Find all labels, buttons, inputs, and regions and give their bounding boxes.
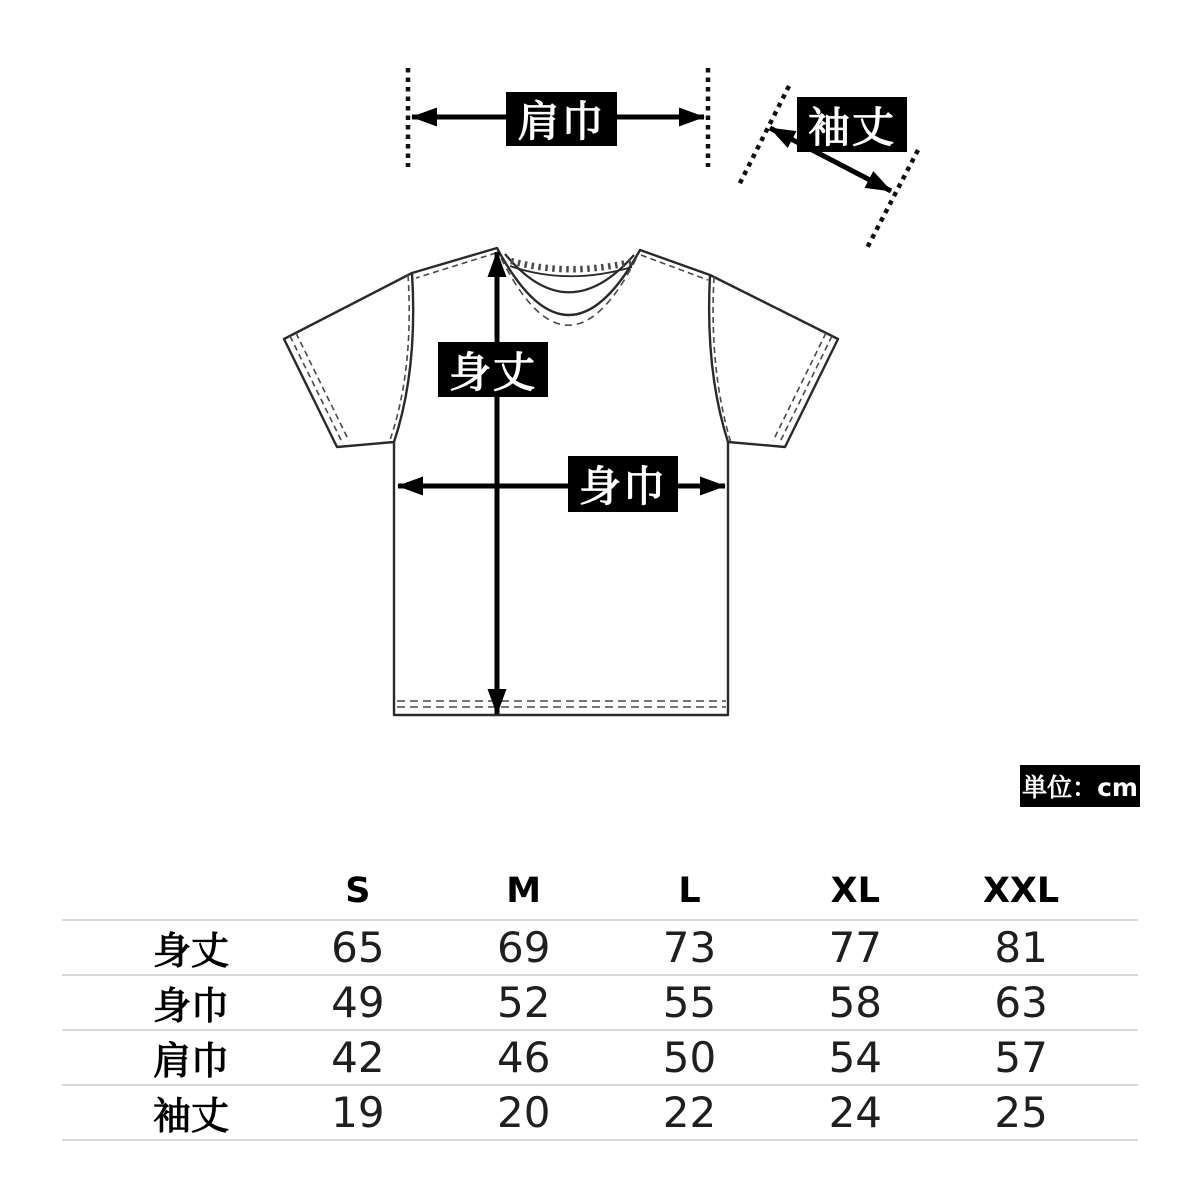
shoulder-width-tag: 肩巾	[506, 92, 617, 146]
col-header-xxl: XXL	[982, 870, 1060, 911]
size-value-cell: 73	[662, 923, 717, 972]
size-value-cell: 54	[828, 1033, 883, 1082]
unit-badge: 単位：cm	[1020, 765, 1140, 807]
size-value-cell: 81	[994, 923, 1048, 972]
tshirt-outline	[284, 248, 838, 715]
row-label: 袖丈	[152, 1094, 229, 1138]
back-collar-stitch	[511, 261, 631, 269]
col-header-m: M	[506, 870, 542, 911]
size-table-header-row	[62, 862, 1138, 921]
body-width-tag: 身巾	[568, 456, 678, 512]
size-value-cell: 24	[828, 1088, 883, 1137]
table-row-shoulder-width	[62, 1031, 1138, 1086]
size-value-cell: 25	[994, 1088, 1048, 1137]
size-value-cell: 49	[331, 978, 385, 1027]
row-label: 身巾	[152, 984, 229, 1028]
size-value-cell: 50	[662, 1033, 717, 1082]
body-length-tag: 身丈	[438, 342, 548, 397]
size-value-cell: 20	[496, 1088, 551, 1137]
size-value-cell: 42	[331, 1033, 385, 1082]
col-header-l: L	[678, 870, 701, 911]
size-value-cell: 69	[496, 923, 551, 972]
sleeve-guide-right	[867, 150, 918, 248]
row-label: 身丈	[152, 929, 229, 973]
size-value-cell: 63	[994, 978, 1048, 1027]
size-value-cell: 58	[828, 978, 883, 1027]
size-value-cell: 22	[662, 1088, 717, 1137]
col-header-s: S	[345, 870, 371, 911]
size-value-cell: 19	[331, 1088, 385, 1137]
col-header-xl: XL	[830, 870, 880, 911]
size-table	[62, 862, 1138, 1141]
size-value-cell: 46	[496, 1033, 551, 1082]
table-row-body-width	[62, 976, 1138, 1031]
size-value-cell: 77	[828, 923, 883, 972]
table-row-body-length	[62, 921, 1138, 976]
size-value-cell: 65	[331, 923, 385, 972]
size-value-cell: 57	[994, 1033, 1048, 1082]
table-row-sleeve-length	[62, 1086, 1138, 1141]
tshirt-silhouette	[284, 248, 838, 715]
row-label: 肩巾	[152, 1039, 229, 1083]
sleeve-length-tag: 袖丈	[797, 97, 907, 152]
size-value-cell: 52	[496, 978, 551, 1027]
size-value-cell: 55	[662, 978, 717, 1027]
